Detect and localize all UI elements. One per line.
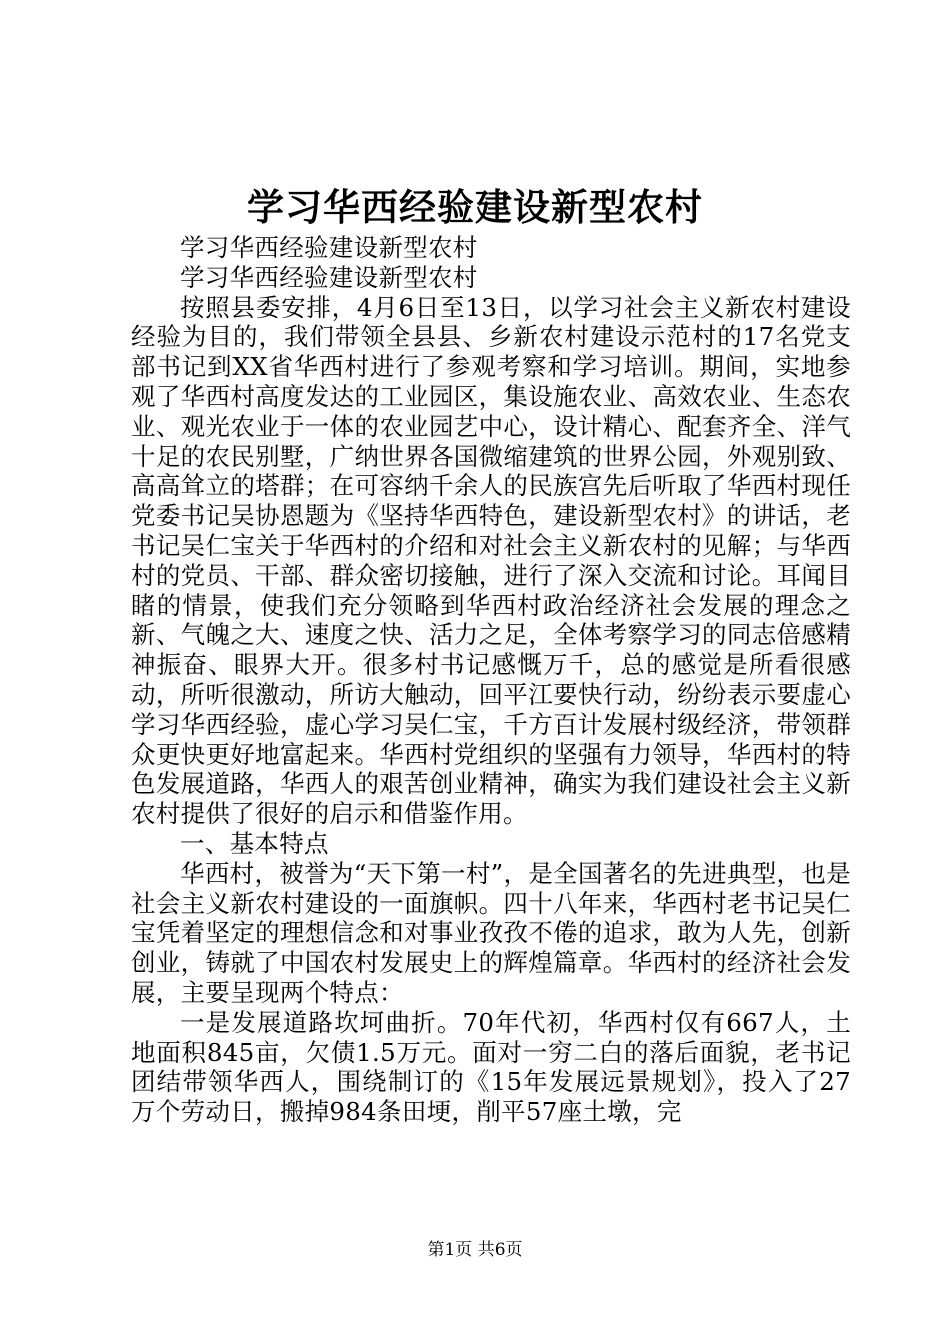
paragraph-point-one: 一是发展道路坎坷曲折。70年代初，华西村仅有667人，土地面积845亩，欠债1.5万元。面对一穷二白的落后面貌，老书记团结带领华西人，围绕制订的《15年发展远景规划》，投入了27万个劳动日，搬掉984条田埂，削平57座土墩，完 [131, 1007, 851, 1127]
document-title: 学习华西经验建设新型农村 [247, 186, 703, 229]
document-body [131, 233, 851, 1127]
section-heading: 一、基本特点 [180, 828, 329, 858]
paragraph-subtitle-2: 学习华西经验建设新型农村 [180, 262, 478, 292]
paragraph-subtitle-1: 学习华西经验建设新型农村 [180, 233, 478, 262]
paragraph-features: 华西村，被誉为“天下第一村”，是全国著名的先进典型，也是社会主义新农村建设的一面旗帜。四十八年来，华西村老书记吴仁宝凭着坚定的理想信念和对事业孜孜不倦的追求，敢为人先，创新创业，铸就了中国农村发展史上的辉煌篇章。华西村的经济社会发展，主要呈现两个特点： [131, 858, 851, 1007]
paragraph-intro: 按照县委安排，4月6日至13日，以学习社会主义新农村建设经验为目的，我们带领全县县、乡新农村建设示范村的17名党支部书记到XX省华西村进行了参观考察和学习培训。期间，实地参观了华西村高度发达的工业园区，集设施农业、高效农业、生态农业、观光农业于一体的农业园艺中心，设计精心、配套齐全、洋气十足的农民别墅，广纳世界各国微缩建筑的世界公园，外观别致、高高耸立的塔群；在可容纳千余人的民族宫先后听取了华西村现任党委书记吴协恩题为《坚持华西特色，建设新型农村》的讲话，老书记吴仁宝关于华西村的介绍和对社会主义新农村的见解；与华西村的党员、干部、群众密切接触，进行了深入交流和讨论。耳闻目睹的情景，使我们充分领略到华西村政治经济社会发展的理念之新、气魄之大、速度之快、活力之足，全体考察学习的同志倍感精神振奋、眼界大开。很多村书记感慨万千，总的感觉是所看很感动，所听很激动，所访大触动，回平江要快行动，纷纷表示要虚心学习华西经验，虚心学习吴仁宝，千方百计发展村级经济，带领群众更快更好地富起来。华西村党组织的坚强有力领导，华西村的特色发展道路，华西人的艰苦创业精神，确实为我们建设社会主义新农村提供了很好的启示和借鉴作用。 [131, 292, 851, 829]
page-number-footer: 第1页 共6页 [427, 1240, 523, 1260]
